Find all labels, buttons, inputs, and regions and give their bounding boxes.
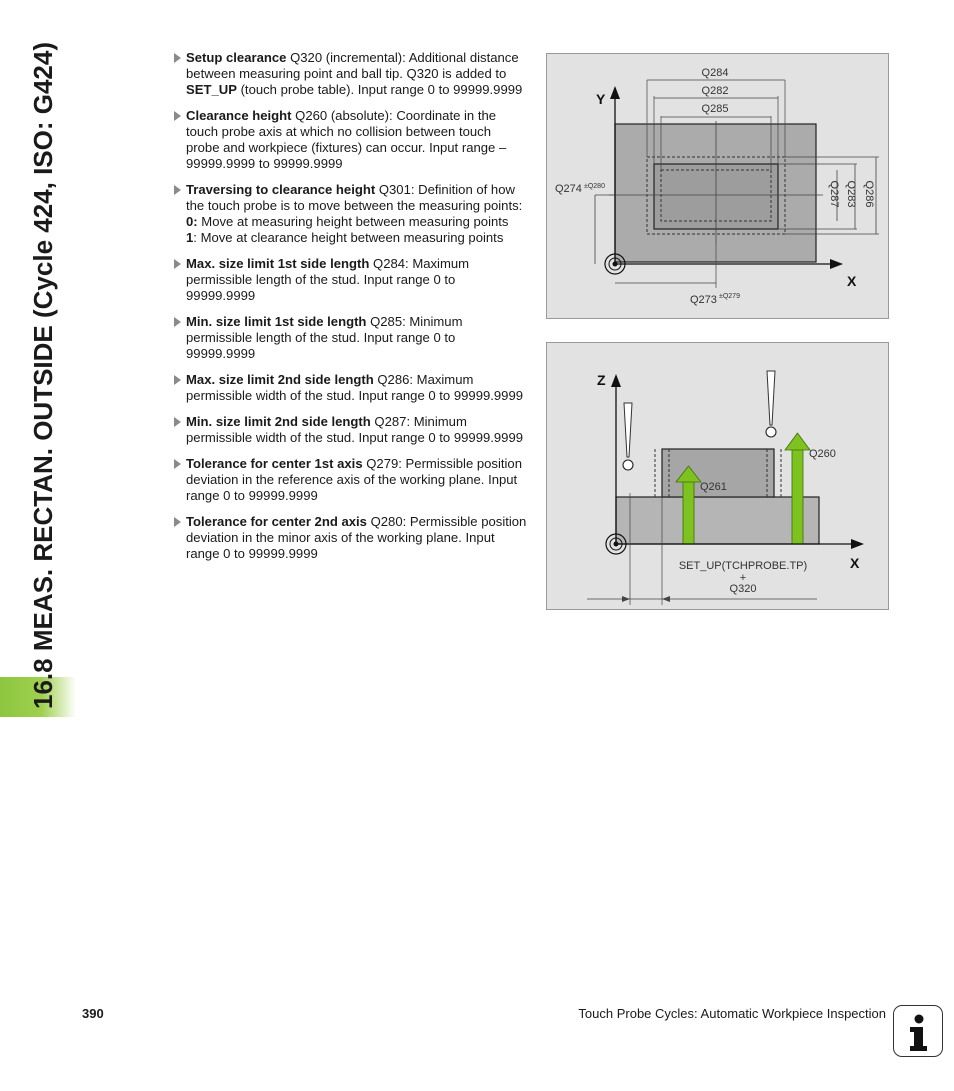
param-name: Min. size limit 2nd side length — [186, 414, 371, 429]
param-name: Clearance height — [186, 108, 292, 123]
chapter-title-text: 16.8 MEAS. RECTAN. OUTSIDE (Cycle 424, ISO: G424) — [30, 54, 58, 709]
param-text: Q284: Maximum permissible length of the stud. Input range 0 to 99999.9999 — [186, 256, 470, 303]
param-name: Tolerance for center 2nd axis — [186, 514, 367, 529]
param-text: Q260 (absolute): Coordinate in the touch probe axis at which no collision between touch probe and workpiece (fixtures) can occur. Input range –99999.9999 to 99999.9999 — [186, 108, 507, 171]
bullet-arrow-icon — [174, 417, 181, 427]
footer-title: Touch Probe Cycles: Automatic Workpiece Inspection — [578, 1006, 886, 1021]
bullet-arrow-icon — [174, 53, 181, 63]
figure-side-view — [546, 342, 889, 610]
x-axis-label: X — [850, 555, 860, 571]
param-text: Q320 (incremental): Additional distance between measuring point and ball tip. Q320 is added to — [186, 50, 519, 81]
param-name: Traversing to clearance height — [186, 182, 376, 197]
z-axis-label: Z — [597, 372, 606, 388]
x-axis-label: X — [847, 273, 857, 289]
info-icon — [893, 1005, 943, 1057]
label-q274: Q274 — [555, 183, 582, 195]
z-axis-arrow-icon — [611, 374, 621, 387]
touch-probe-high-icon — [767, 371, 775, 425]
y-axis-arrow-icon — [610, 86, 620, 99]
param-text: Q286: Maximum permissible width of the stud. Input range 0 to 99999.9999 — [186, 372, 524, 403]
param-max-1st-side — [172, 256, 528, 304]
chapter-title — [0, 0, 76, 716]
label-q261: Q261 — [700, 481, 727, 493]
label-q279: ±Q279 — [719, 293, 740, 300]
chapter-side-tab — [0, 0, 76, 716]
bullet-arrow-icon — [174, 375, 181, 385]
label-q283: Q283 — [845, 180, 857, 208]
x-axis-arrow-icon — [830, 259, 843, 269]
param-min-2nd-side — [172, 414, 528, 446]
param-tolerance-1st-axis — [172, 456, 528, 504]
label-q287: Q287 — [828, 180, 840, 208]
bullet-arrow-icon — [174, 459, 181, 469]
param-min-1st-side — [172, 314, 528, 362]
param-name: Max. size limit 1st side length — [186, 256, 370, 271]
param-text-tail: (touch probe table). Input range 0 to 99999.9999 — [236, 82, 523, 97]
label-q320: Q320 — [729, 583, 757, 595]
label-q260: Q260 — [809, 448, 836, 460]
option-key: 1 — [186, 230, 194, 245]
param-text: Q301: Definition of how the touch probe is to move between the measuring points: — [186, 182, 523, 213]
param-text: Q285: Minimum permissible length of the stud. Input range 0 to 99999.9999 — [186, 314, 463, 361]
param-setup-clearance — [172, 50, 528, 98]
label-setup: SET_UP(TCHPROBE.TP) — [678, 560, 808, 572]
param-name: Setup clearance — [186, 50, 287, 65]
bullet-arrow-icon — [174, 259, 181, 269]
touch-probe-low-icon — [624, 403, 632, 457]
param-text: Q280: Permissible position deviation in the minor axis of the working plane. Input range 0 to 99999.9999 — [186, 514, 527, 561]
option-key: 0: — [186, 214, 198, 229]
x-axis-arrow-icon — [851, 539, 864, 549]
label-q284: Q284 — [701, 67, 729, 79]
param-traversing — [172, 182, 528, 246]
param-max-2nd-side — [172, 372, 528, 404]
label-q285: Q285 — [701, 103, 729, 115]
figure-top-view — [546, 53, 889, 319]
bullet-arrow-icon — [174, 517, 181, 527]
workpiece-base — [616, 497, 819, 544]
q261-arrow-shaft — [683, 481, 694, 544]
param-keyword: SET_UP — [186, 82, 237, 97]
parameter-list — [172, 50, 528, 572]
option-text: Move at measuring height between measuring points — [197, 214, 509, 229]
label-setup-plus: + — [739, 572, 747, 584]
q260-arrow-icon — [785, 433, 810, 450]
y-axis-label: Y — [596, 91, 606, 107]
label-q273: Q273 — [690, 294, 717, 306]
param-name: Tolerance for center 1st axis — [186, 456, 363, 471]
bullet-arrow-icon — [174, 185, 181, 195]
param-clearance-height — [172, 108, 528, 172]
label-q282: Q282 — [701, 85, 729, 97]
option-text: : Move at clearance height between measuring points — [193, 230, 504, 245]
option-0 — [186, 214, 528, 230]
param-tolerance-2nd-axis — [172, 514, 528, 562]
label-q286: Q286 — [863, 180, 875, 208]
param-text: Q279: Permissible position deviation in the reference axis of the working plane. Input range 0 to 99999.9999 — [186, 456, 522, 503]
param-text: Q287: Minimum permissible width of the stud. Input range 0 to 99999.9999 — [186, 414, 524, 445]
bullet-arrow-icon — [174, 111, 181, 121]
q260-arrow-shaft — [792, 449, 803, 544]
param-name: Max. size limit 2nd side length — [186, 372, 374, 387]
page-number: 390 — [82, 1006, 104, 1021]
option-1 — [186, 230, 528, 246]
label-q280: ±Q280 — [584, 183, 605, 190]
param-name: Min. size limit 1st side length — [186, 314, 367, 329]
bullet-arrow-icon — [174, 317, 181, 327]
